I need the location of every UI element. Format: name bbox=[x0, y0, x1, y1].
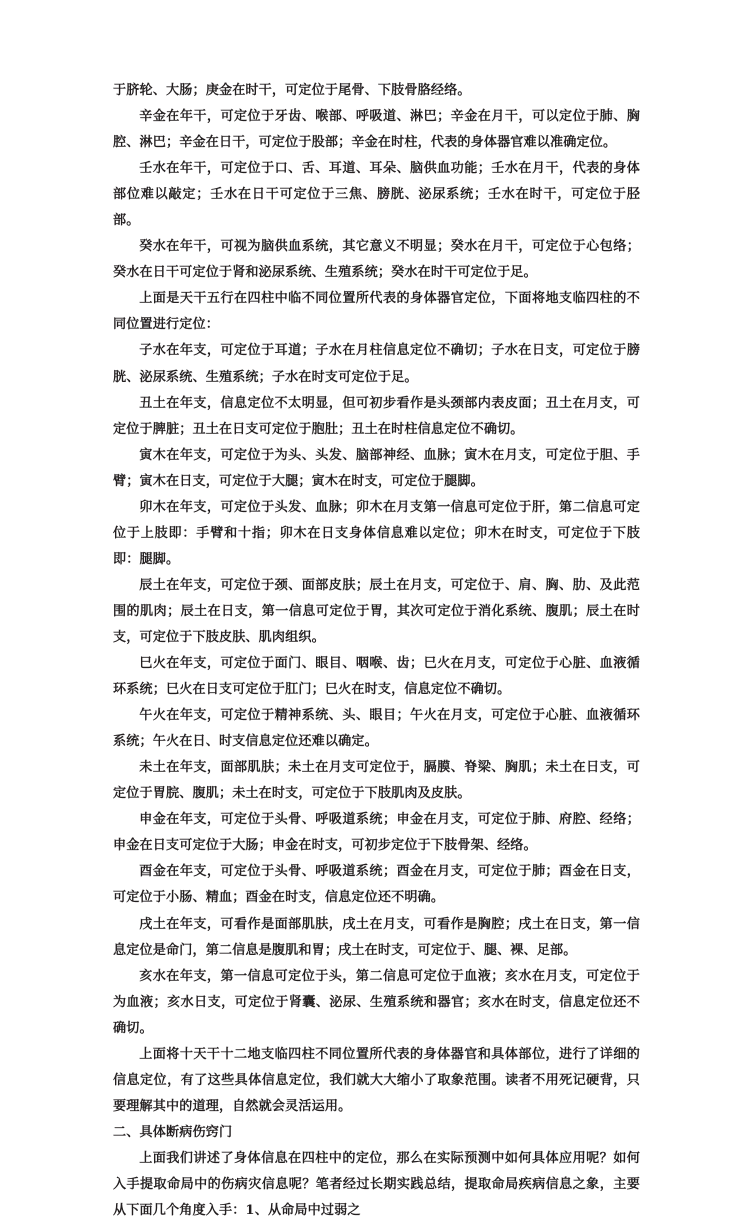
paragraph-shen-jin: 申金在年支，可定位于头骨、呼吸道系统；申金在月支，可定位于肺、府腔、经络；申金在日支可定位于大肠；申金在时支，可初步定位于下肢骨架、经络。 bbox=[113, 812, 640, 854]
paragraph-geng-jin-continuation: 于脐轮、大肠；庚金在时干，可定位于尾骨、下肢骨胳经络。 bbox=[113, 83, 471, 98]
paragraph-section-body: 上面我们讲述了身体信息在四柱中的定位，那么在实际预测中如何具体应用呢？如何入手提取命局中的伤病灾信息呢？笔者经过长期实践总结，提取命局疾病信息之象，主要从下面几个角度入手：1、从命局中过弱之 bbox=[113, 1150, 640, 1219]
paragraph-gui-shui: 癸水在年干，可视为脑供血系统，其它意义不明显；癸水在月干，可定位于心包络；癸水在日干可定位于肾和泌尿系统、生殖系统；癸水在时干可定位于足。 bbox=[113, 239, 640, 281]
section-heading-2: 二、具体断病伤窍门 bbox=[113, 1124, 233, 1140]
paragraph-summary: 上面将十天干十二地支临四柱不同位置所代表的身体器官和具体部位，进行了详细的信息定位，有了这些具体信息定位，我们就大大缩小了取象范围。读者不用死记硬背，只要理解其中的道理，自然就会灵活运用。 bbox=[113, 1046, 640, 1114]
paragraph-you-jin: 酉金在年支，可定位于头骨、呼吸道系统；酉金在月支，可定位于肺；酉金在日支，可定位于小肠、精血；酉金在时支，信息定位还不明确。 bbox=[113, 864, 640, 906]
paragraph-si-huo: 巳火在年支，可定位于面门、眼目、咽喉、齿；巳火在月支，可定位于心脏、血液循环系统；巳火在日支可定位于肛门；巳火在时支，信息定位不确切。 bbox=[113, 656, 640, 698]
paragraph-ren-shui: 壬水在年干，可定位于口、舌、耳道、耳朵、脑供血功能；壬水在月干，代表的身体部位难以敲定；壬水在日干可定位于三焦、膀胱、泌尿系统；壬水在时干，可定位于胫部。 bbox=[113, 161, 640, 229]
paragraph-xin-jin: 辛金在年干，可定位于牙齿、喉部、呼吸道、淋巴；辛金在月干，可以定位于肺、胸腔、淋巴；辛金在日干，可定位于股部；辛金在时柱，代表的身体器官难以准确定位。 bbox=[113, 109, 640, 151]
paragraph-wu-huo: 午火在年支，可定位于精神系统、头、眼目；午火在月支，可定位于心脏、血液循环系统；午火在日、时支信息定位还难以确定。 bbox=[113, 708, 640, 750]
paragraph-chen-tu: 辰土在年支，可定位于颈、面部皮肤；辰土在月支，可定位于、肩、胸、肋、及此范围的肌肉；辰土在日支，第一信息可定位于胃，其次可定位于消化系统、腹肌；辰土在时支，可定位于下肢皮肤、肌肉组织。 bbox=[113, 577, 640, 645]
paragraph-xu-tu: 戌土在年支，可看作是面部肌肤，戌土在月支，可看作是胸腔；戌土在日支，第一信息定位是命门，第二信息是腹肌和胃；戌土在时支，可定位于、腿、裸、足部。 bbox=[113, 916, 640, 958]
paragraph-yin-mu: 寅木在年支，可定位于为头、头发、脑部神经、血脉；寅木在月支，可定位于胆、手臂；寅木在日支，可定位于大腿；寅木在时支，可定位于腿脚。 bbox=[113, 447, 640, 489]
paragraph-chou-tu: 丑土在年支，信息定位不太明显，但可初步看作是头颈部内表皮面；丑土在月支，可定位于脾脏；丑土在日支可定位于胞肚；丑土在时柱信息定位不确切。 bbox=[113, 395, 640, 437]
paragraph-mao-mu: 卯木在年支，可定位于头发、血脉；卯木在月支第一信息可定位于肝，第二信息可定位于上肢即：手臂和十指；卯木在日支身体信息难以定位；卯木在时支，可定位于下肢即：腿脚。 bbox=[113, 499, 640, 567]
paragraph-transition-tiangan-dizhi: 上面是天干五行在四柱中临不同位置所代表的身体器官定位，下面将地支临四柱的不同位置进行定位： bbox=[113, 291, 640, 333]
paragraph-wei-tu: 未土在年支，面部肌肤；未土在月支可定位于，膈膜、脊梁、胸肌；未土在日支，可定位于胃脘、腹肌；未土在时支，可定位于下肢肌肉及皮肤。 bbox=[113, 760, 640, 802]
paragraph-zi-shui: 子水在年支，可定位于耳道；子水在月柱信息定位不确切；子水在日支，可定位于膀胱、泌尿系统、生殖系统；子水在时支可定位于足。 bbox=[113, 343, 640, 385]
paragraph-hai-shui: 亥水在年支，第一信息可定位于头，第二信息可定位于血液；亥水在月支，可定位于为血液；亥水日支，可定位于肾囊、泌尿、生殖系统和器官；亥水在时支，信息定位还不确切。 bbox=[113, 968, 640, 1036]
text-column bbox=[113, 78, 640, 1224]
